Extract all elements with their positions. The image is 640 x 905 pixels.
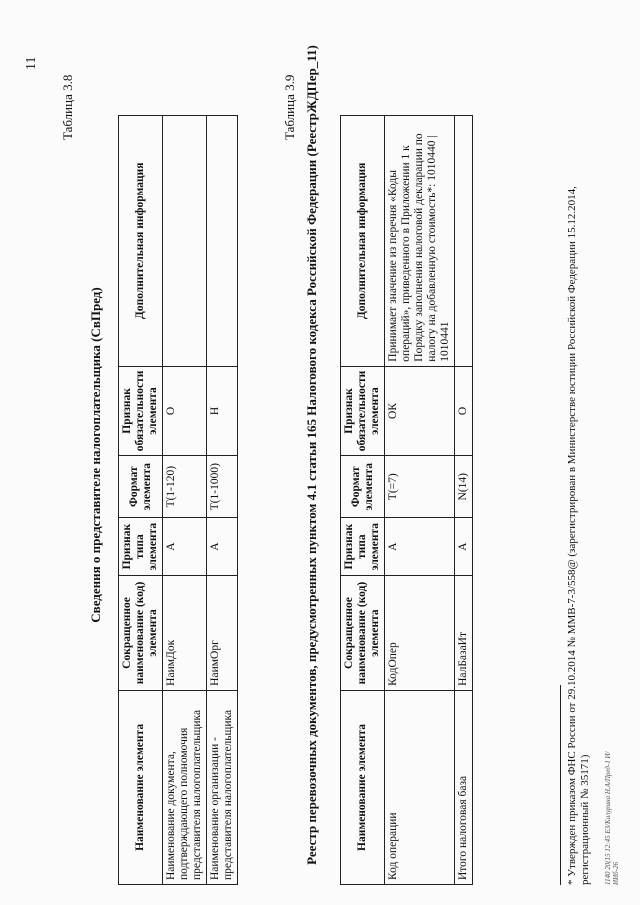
header-cell: Формат элемента xyxy=(341,456,385,518)
table-cell: КодОпер xyxy=(385,576,455,691)
table-header-row xyxy=(119,116,163,885)
table-3-9 xyxy=(340,115,473,885)
header-cell: Признак типа элемента xyxy=(119,518,163,576)
table-cell: Итого налоговая база xyxy=(455,690,473,884)
table-cell: НаимОрг xyxy=(207,576,238,691)
table-cell: Т(1-1000) xyxy=(207,456,238,518)
table-cell: Наименование документа, подтверждающего полномочия представителя налогоплательщика xyxy=(163,690,207,884)
header-cell: Признак обязательности элемента xyxy=(341,366,385,456)
page-number: 11 xyxy=(24,56,39,70)
table-cell: Наименование организации - представителя налогоплательщика xyxy=(207,690,238,884)
header-cell: Сокращенное наименование (код) элемента xyxy=(119,576,163,691)
header-cell: Дополнительная информация xyxy=(341,116,385,367)
table-row xyxy=(207,116,238,885)
table-cell: Код операции xyxy=(385,690,455,884)
header-cell: Дополнительная информация xyxy=(119,116,163,367)
rotated-content xyxy=(20,25,620,885)
table-3-9-caption: Таблица 3.9 xyxy=(282,74,297,140)
table-3-8 xyxy=(118,115,238,885)
table-cell: А xyxy=(207,518,238,576)
table-cell: А xyxy=(163,518,207,576)
table-row xyxy=(163,116,207,885)
print-stamp: 1140 20(15 12:45 ЕЗ/Калурина Н.А/Пред-1 И/ИИб-26 xyxy=(604,751,620,885)
table-cell: А xyxy=(385,518,455,576)
table-3-9-title: Реестр перевозочных документов, предусмотренных пунктом 4.1 статьи 165 Налогового кодекса Российской Федерации (РеестрЖДПер_11) xyxy=(304,45,319,865)
table-cell: О xyxy=(455,366,473,456)
table-3-8-caption: Таблица 3.8 xyxy=(60,74,75,140)
table-cell: ОК xyxy=(385,366,455,456)
table-cell xyxy=(455,116,473,367)
table-cell: Принимает значение из перечня «Коды операций», приведенного в Приложении 1 к Порядку заполнения налоговой декларации по налогу на добавленную стоимость*: 1010440 | 1010441 xyxy=(385,116,455,367)
table-row xyxy=(385,116,455,885)
header-cell: Формат элемента xyxy=(119,456,163,518)
footnote-divider xyxy=(560,685,561,885)
table-cell: О xyxy=(163,366,207,456)
header-cell: Признак типа элемента xyxy=(341,518,385,576)
header-cell: Признак обязательности элемента xyxy=(119,366,163,456)
table-cell xyxy=(163,116,207,367)
table-cell: НаимДок xyxy=(163,576,207,691)
table-row xyxy=(455,116,473,885)
table-cell: А xyxy=(455,518,473,576)
table-cell: Т(1-120) xyxy=(163,456,207,518)
table-cell xyxy=(207,116,238,367)
table-cell: Т(=7) xyxy=(385,456,455,518)
header-cell: Наименование элемента xyxy=(341,690,385,884)
table-cell: НалБазаИт xyxy=(455,576,473,691)
footnote: * Утвержден приказом ФНС России от 29.10.2014 № ММВ-7-3/558@ (зарегистрирован в Министерстве юстиции Российской Федерации 15.12.2014, регистрационный № 35171) xyxy=(566,186,591,885)
header-cell: Сокращенное наименование (код) элемента xyxy=(341,576,385,691)
header-cell: Наименование элемента xyxy=(119,690,163,884)
table-header-row xyxy=(341,116,385,885)
table-cell: Н xyxy=(207,366,238,456)
table-cell: N(14) xyxy=(455,456,473,518)
table-3-8-title: Сведения о представителе налогоплательщика (СвПред) xyxy=(88,287,103,623)
